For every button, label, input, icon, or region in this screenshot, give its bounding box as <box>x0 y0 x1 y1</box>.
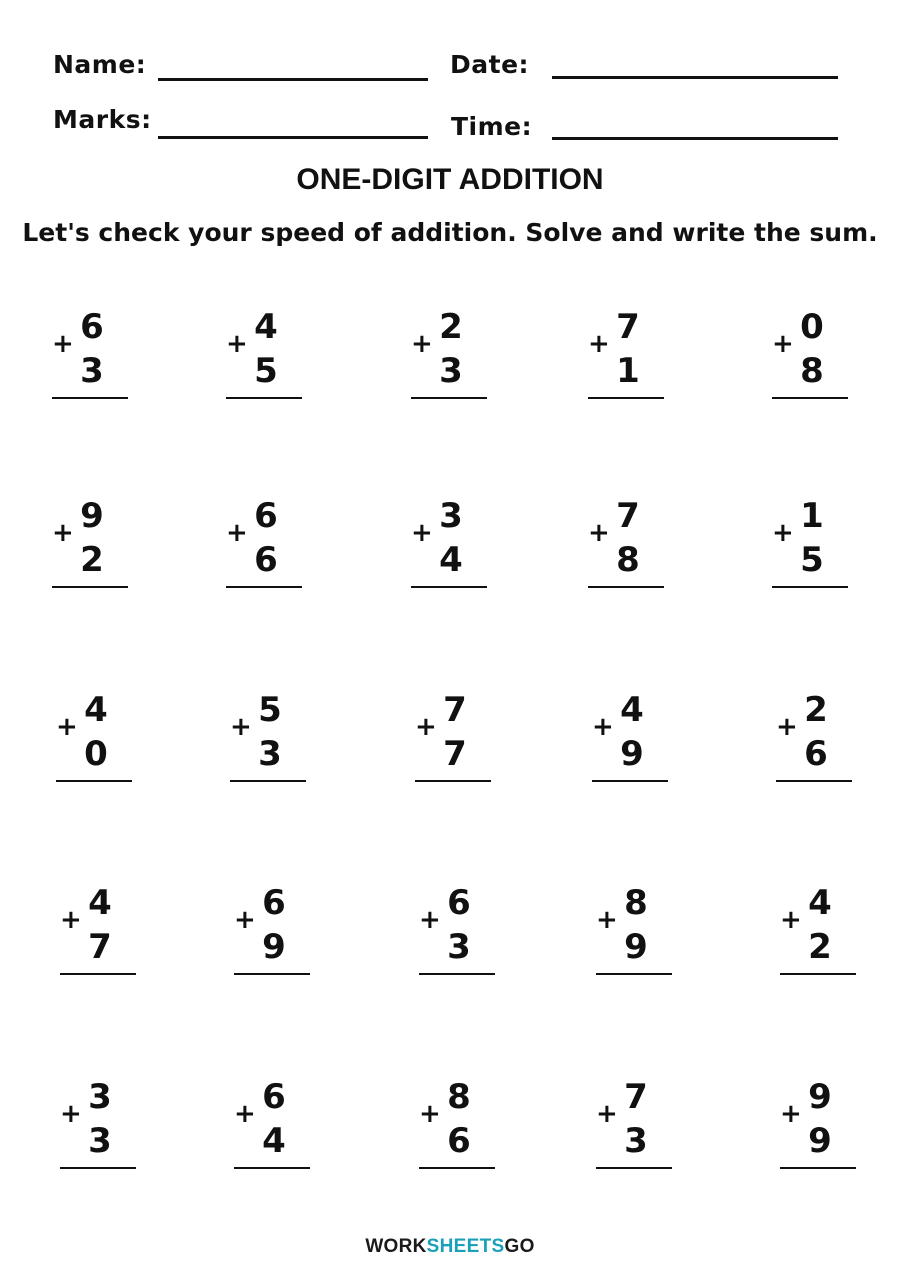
addition-problem <box>419 883 499 983</box>
addition-problem <box>52 496 132 596</box>
addend-top: 8 <box>447 1077 471 1117</box>
addend-bottom: 5 <box>800 540 824 580</box>
addend-top: 4 <box>88 883 112 923</box>
time-field[interactable] <box>552 137 838 140</box>
addend-bottom: 6 <box>804 734 828 774</box>
addend-bottom: 4 <box>439 540 463 580</box>
addend-top: 6 <box>447 883 471 923</box>
addition-problem <box>230 690 310 790</box>
addend-bottom: 3 <box>447 927 471 967</box>
addend-bottom: 3 <box>624 1121 648 1161</box>
plus-sign: + <box>52 518 74 548</box>
marks-label: Marks: <box>53 105 152 134</box>
plus-sign: + <box>52 329 74 359</box>
addition-problem <box>772 496 852 596</box>
answer-line[interactable] <box>419 973 495 975</box>
answer-line[interactable] <box>588 397 664 399</box>
answer-line[interactable] <box>780 973 856 975</box>
addend-bottom: 6 <box>447 1121 471 1161</box>
addition-problem <box>234 1077 314 1177</box>
addend-top: 4 <box>254 307 278 347</box>
addition-problem <box>411 307 491 407</box>
addition-problem <box>419 1077 499 1177</box>
addend-top: 5 <box>258 690 282 730</box>
addition-problem <box>226 307 306 407</box>
plus-sign: + <box>234 905 256 935</box>
worksheet-title: ONE-DIGIT ADDITION <box>296 163 604 196</box>
date-field[interactable] <box>552 76 838 79</box>
addition-problem <box>780 1077 860 1177</box>
plus-sign: + <box>596 905 618 935</box>
addend-bottom: 9 <box>262 927 286 967</box>
addend-top: 3 <box>439 496 463 536</box>
date-label: Date: <box>450 50 530 79</box>
brand-part-go: GO <box>504 1236 535 1257</box>
plus-sign: + <box>60 905 82 935</box>
addend-bottom: 9 <box>808 1121 832 1161</box>
answer-line[interactable] <box>596 1167 672 1169</box>
addend-bottom: 3 <box>80 351 104 391</box>
answer-line[interactable] <box>588 586 664 588</box>
addend-top: 7 <box>616 307 640 347</box>
plus-sign: + <box>592 712 614 742</box>
addend-bottom: 3 <box>258 734 282 774</box>
answer-line[interactable] <box>234 1167 310 1169</box>
addend-bottom: 9 <box>624 927 648 967</box>
answer-line[interactable] <box>411 586 487 588</box>
addend-top: 4 <box>84 690 108 730</box>
plus-sign: + <box>772 329 794 359</box>
brand-logo <box>0 1236 900 1258</box>
name-field[interactable] <box>158 78 428 81</box>
addend-bottom: 6 <box>254 540 278 580</box>
addition-problem <box>780 883 860 983</box>
plus-sign: + <box>780 1099 802 1129</box>
addend-bottom: 5 <box>254 351 278 391</box>
addend-bottom: 9 <box>620 734 644 774</box>
addition-problem <box>592 690 672 790</box>
addition-problem <box>776 690 856 790</box>
addition-problem <box>772 307 852 407</box>
addend-bottom: 7 <box>443 734 467 774</box>
addend-bottom: 3 <box>88 1121 112 1161</box>
answer-line[interactable] <box>415 780 491 782</box>
addition-problem <box>588 307 668 407</box>
answer-line[interactable] <box>772 586 848 588</box>
addend-top: 6 <box>262 1077 286 1117</box>
plus-sign: + <box>780 905 802 935</box>
answer-line[interactable] <box>226 586 302 588</box>
name-label: Name: <box>53 50 147 79</box>
brand-part-sheets: SHEETS <box>426 1236 505 1257</box>
answer-line[interactable] <box>226 397 302 399</box>
addend-top: 9 <box>808 1077 832 1117</box>
plus-sign: + <box>226 518 248 548</box>
addend-bottom: 0 <box>84 734 108 774</box>
plus-sign: + <box>776 712 798 742</box>
addend-top: 2 <box>439 307 463 347</box>
answer-line[interactable] <box>230 780 306 782</box>
answer-line[interactable] <box>234 973 310 975</box>
addition-problem <box>588 496 668 596</box>
addend-top: 4 <box>620 690 644 730</box>
addend-top: 4 <box>808 883 832 923</box>
instructions: Let's check your speed of addition. Solve and write the sum. <box>22 218 878 247</box>
plus-sign: + <box>226 329 248 359</box>
addend-top: 6 <box>262 883 286 923</box>
addend-top: 8 <box>624 883 648 923</box>
plus-sign: + <box>230 712 252 742</box>
addition-problem <box>52 307 132 407</box>
addend-bottom: 4 <box>262 1121 286 1161</box>
addend-top: 1 <box>800 496 824 536</box>
addend-bottom: 2 <box>80 540 104 580</box>
addend-top: 7 <box>616 496 640 536</box>
addend-bottom: 7 <box>88 927 112 967</box>
plus-sign: + <box>419 905 441 935</box>
addend-top: 6 <box>254 496 278 536</box>
addend-top: 2 <box>804 690 828 730</box>
answer-line[interactable] <box>596 973 672 975</box>
addition-problem <box>411 496 491 596</box>
addend-bottom: 3 <box>439 351 463 391</box>
answer-line[interactable] <box>776 780 852 782</box>
addend-top: 6 <box>80 307 104 347</box>
addend-top: 9 <box>80 496 104 536</box>
addition-problem <box>60 1077 140 1177</box>
addend-bottom: 8 <box>800 351 824 391</box>
addition-problem <box>596 883 676 983</box>
plus-sign: + <box>596 1099 618 1129</box>
addend-top: 0 <box>800 307 824 347</box>
addition-problem <box>60 883 140 983</box>
plus-sign: + <box>60 1099 82 1129</box>
answer-line[interactable] <box>592 780 668 782</box>
answer-line[interactable] <box>60 1167 136 1169</box>
brand-part-work: WORK <box>365 1236 427 1257</box>
plus-sign: + <box>588 329 610 359</box>
addition-problem <box>234 883 314 983</box>
answer-line[interactable] <box>411 397 487 399</box>
addend-top: 7 <box>443 690 467 730</box>
addend-top: 7 <box>624 1077 648 1117</box>
plus-sign: + <box>411 329 433 359</box>
plus-sign: + <box>415 712 437 742</box>
addition-problem <box>226 496 306 596</box>
plus-sign: + <box>56 712 78 742</box>
addend-bottom: 8 <box>616 540 640 580</box>
answer-line[interactable] <box>52 586 128 588</box>
addition-problem <box>56 690 136 790</box>
answer-line[interactable] <box>772 397 848 399</box>
addition-problem <box>596 1077 676 1177</box>
plus-sign: + <box>234 1099 256 1129</box>
answer-line[interactable] <box>419 1167 495 1169</box>
answer-line[interactable] <box>52 397 128 399</box>
answer-line[interactable] <box>60 973 136 975</box>
plus-sign: + <box>772 518 794 548</box>
plus-sign: + <box>588 518 610 548</box>
time-label: Time: <box>451 112 533 141</box>
addition-problem <box>415 690 495 790</box>
plus-sign: + <box>419 1099 441 1129</box>
addend-bottom: 1 <box>616 351 640 391</box>
plus-sign: + <box>411 518 433 548</box>
addend-bottom: 2 <box>808 927 832 967</box>
addend-top: 3 <box>88 1077 112 1117</box>
answer-line[interactable] <box>780 1167 856 1169</box>
marks-field[interactable] <box>158 136 428 139</box>
answer-line[interactable] <box>56 780 132 782</box>
